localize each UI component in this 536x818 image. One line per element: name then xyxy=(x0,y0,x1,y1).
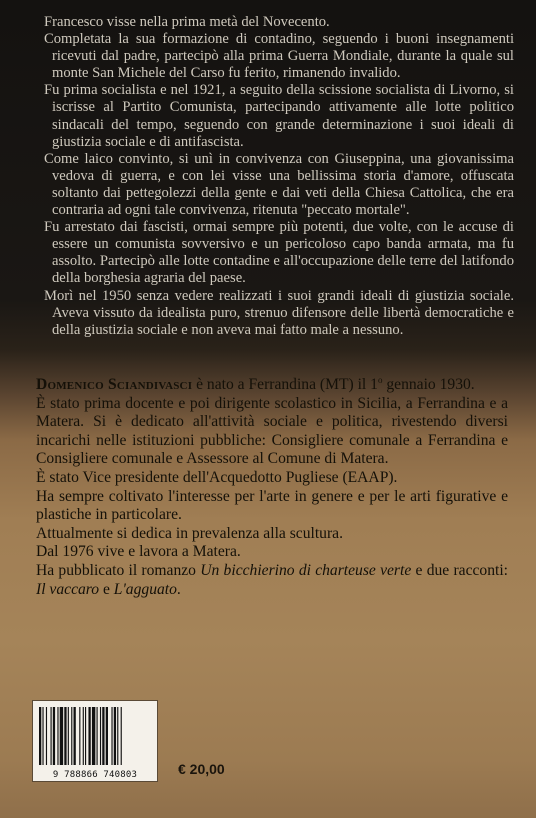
barcode-bar xyxy=(71,707,72,765)
synopsis-paragraph: Francesco visse nella prima metà del Novecento. xyxy=(44,14,330,30)
bio-paragraph: È stato prima docente e poi dirigente scolastico in Sicilia, a Ferrandina e a Matera. Si è dedicato all'attività sociale e politica, rivestendo diversi incarichi nelle istituzioni pubbliche: Consigliere comunale a Ferrandina e Consigliere comunale e Assessore al Comune di Matera. xyxy=(36,394,508,468)
synopsis-paragraph: Fu prima socialista e nel 1921, a seguito della scissione socialista di Livorno, si iscrisse al Partito Comunista, partecipando attivamente alle lotte politico sindacali del tempo, seguendo con grande determinazione i suoi ideali di giustizia sociale e di antifascista. xyxy=(44,82,514,150)
barcode-bar xyxy=(60,707,63,765)
barcode-bar xyxy=(74,707,76,765)
barcode-bar xyxy=(97,707,98,765)
barcode-bar xyxy=(92,707,95,765)
bio-paragraph: Dal 1976 vive e lavora a Matera. xyxy=(36,543,241,561)
barcode-bar xyxy=(88,707,90,765)
barcode-bar xyxy=(111,707,112,765)
publications: Ha pubblicato il romanzo Un bicchierino di charteuse verte e due racconti: Il vaccaro e L'agguato. xyxy=(36,561,509,598)
barcode-bar xyxy=(42,707,43,765)
barcode-bar xyxy=(100,707,101,765)
synopsis xyxy=(44,14,514,339)
barcode-bar xyxy=(51,707,52,765)
barcode-bar xyxy=(39,707,41,765)
barcode-bar xyxy=(102,707,104,765)
barcode-bar xyxy=(121,707,122,765)
barcode-bar xyxy=(68,707,69,765)
barcode-bar xyxy=(57,707,58,765)
barcode-bar xyxy=(46,707,47,765)
bio-paragraph: È stato Vice presidente dell'Acquedotto Pugliese (EAAP). xyxy=(36,468,398,486)
barcode-bar xyxy=(53,707,55,765)
synopsis-paragraph: Come laico convinto, si unì in convivenza con Giuseppina, una giovanissima vedova di guerra, e con lei visse una bellissima storia d'amore, offuscata soltanto dai pettegolezzi della gente e dai veti della Chiesa Cattolica, che era contraria ad ogni tale convivenza, ritenuta "peccato mortale". xyxy=(44,150,514,219)
story-title: Il vaccaro xyxy=(36,580,100,598)
synopsis-paragraph: Fu arrestato dai fascisti, ormai sempre più potenti, due volte, con le accuse di essere un comunista sovversivo e un pericoloso capo banda armata, ma fu assolto. Partecipò alle lotte contadine e all'occupazione delle terre del latifondo della borghesia agraria del paese. xyxy=(44,219,514,287)
barcode-bar xyxy=(117,707,118,765)
price-label: € 20,00 xyxy=(178,761,225,777)
isbn-barcode xyxy=(32,700,158,782)
author-bio xyxy=(36,376,508,599)
barcode-bar xyxy=(64,707,66,765)
barcode-icon xyxy=(39,707,151,765)
barcode-bar xyxy=(85,707,86,765)
bio-paragraph: Ha sempre coltivato l'interesse per l'arte in genere e per le arti figurative e plastiche in particolare. xyxy=(36,487,508,524)
novel-title: Un bicchierino di charteuse verte xyxy=(200,561,412,579)
barcode-bar xyxy=(114,707,116,765)
barcode-bar xyxy=(106,707,108,765)
synopsis-paragraph: Morì nel 1950 senza vedere realizzati i suoi grandi ideali di giustizia sociale. Aveva vissuto da idealista puro, strenuo difensore delle libertà democratiche e della giustizia sociale e non aveva mai fatto male a nessuno. xyxy=(44,287,514,338)
isbn-number: 9 788866 740803 xyxy=(52,770,138,780)
bio-paragraph: Attualmente si dedica in prevalenza alla scultura. xyxy=(36,524,343,542)
synopsis-paragraph: Completata la sua formazione di contadino, seguendo i buoni insegnamenti ricevuti dal padre, partecipò alla prima Guerra Mondiale, durante la quale sul monte San Michele del Carso fu ferito, rimanendo invalido. xyxy=(44,31,514,82)
author-intro: Domenico Sciandivasci è nato a Ferrandina (MT) il 1$^o$ gennaio 1930. xyxy=(36,375,475,393)
story-title: L'agguato xyxy=(113,580,177,598)
author-name: Domenico Sciandivasci xyxy=(36,376,193,393)
barcode-bar xyxy=(79,707,80,765)
barcode-bar xyxy=(83,707,84,765)
